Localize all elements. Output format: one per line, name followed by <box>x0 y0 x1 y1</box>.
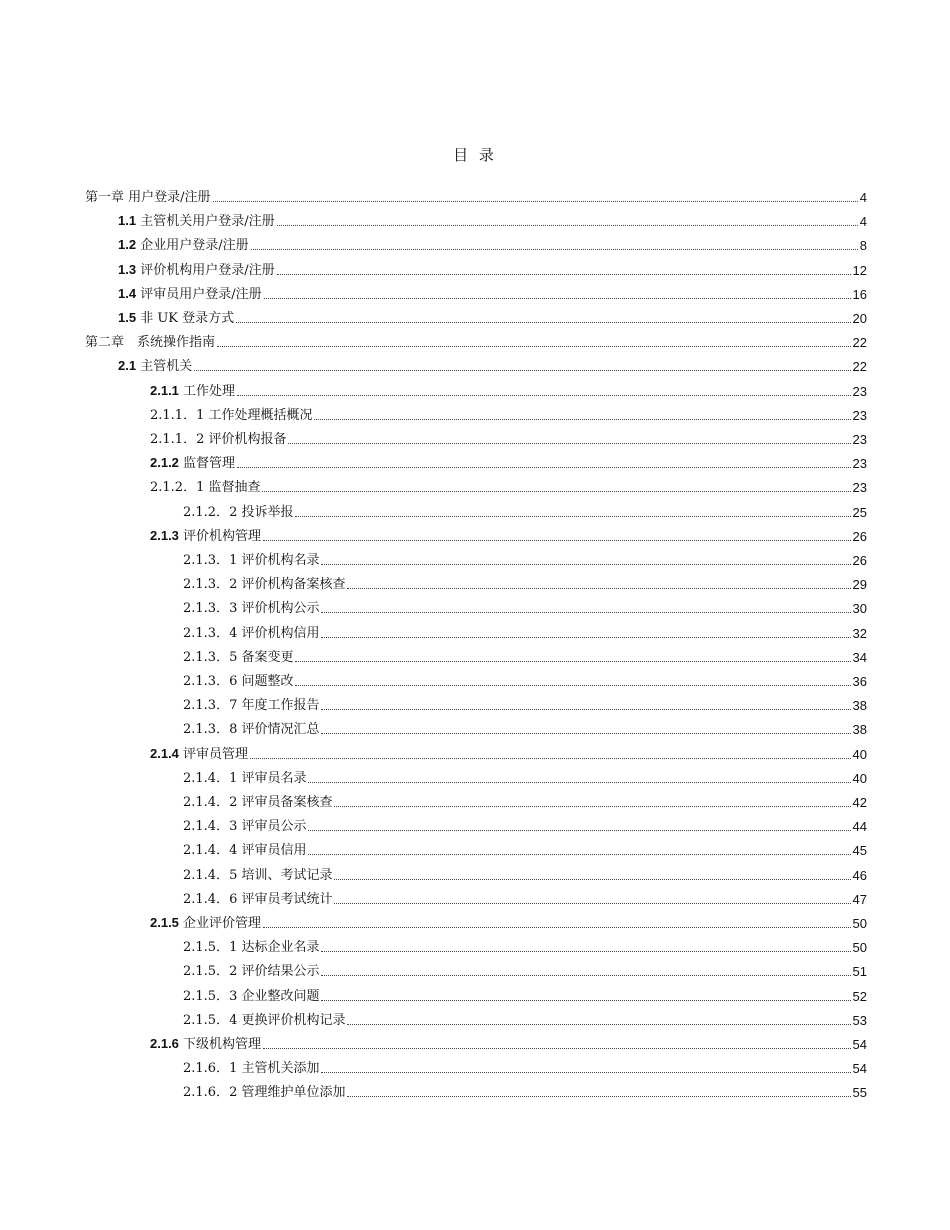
toc-entry-page: 46 <box>852 867 867 883</box>
dot-leader <box>194 370 850 371</box>
toc-entry-page: 23 <box>852 480 867 496</box>
toc-entry-page: 54 <box>852 1061 867 1077</box>
toc-entry-label <box>183 1061 319 1077</box>
toc-entry-page: 32 <box>852 625 867 641</box>
toc-entry[interactable] <box>183 646 867 666</box>
toc-entry[interactable] <box>183 791 867 811</box>
toc-entry[interactable] <box>150 912 867 932</box>
toc-entry[interactable] <box>183 501 867 521</box>
dot-leader <box>295 661 850 662</box>
toc-entry-page: 30 <box>852 601 867 617</box>
toc-entry-text: 2.1.4．6 评审员考试统计 <box>183 891 333 907</box>
toc-entry-label <box>183 989 319 1005</box>
toc-entry-page: 50 <box>852 940 867 956</box>
toc-entry[interactable] <box>183 573 867 593</box>
toc-entry-page: 26 <box>852 553 867 568</box>
toc-entry[interactable] <box>150 743 867 763</box>
toc-entry-page: 47 <box>852 891 867 907</box>
toc-entry-text: 2.1.3．4 评价机构信用 <box>183 625 320 641</box>
toc-entry[interactable] <box>118 283 867 303</box>
toc-entry-text: 2.1.4．2 评审员备案核查 <box>183 795 333 810</box>
toc-entry[interactable] <box>183 597 867 617</box>
toc-entry-label <box>150 480 260 496</box>
toc-entry-text: 2.1.5．3 企业整改问题 <box>183 988 320 1004</box>
dot-leader <box>288 443 850 444</box>
dot-leader <box>347 1024 850 1025</box>
toc-entry-page: 23 <box>852 383 867 399</box>
toc-entry-page: 45 <box>852 843 867 859</box>
dot-leader <box>213 201 858 202</box>
dot-leader <box>334 879 850 880</box>
toc-entry-label <box>118 237 249 254</box>
toc-entry-label <box>118 262 275 279</box>
toc-entry[interactable] <box>183 718 867 738</box>
toc-entry-text: 评审员用户登录/注册 <box>136 286 262 302</box>
toc-entry-page: 20 <box>852 311 867 326</box>
toc-entry-number: 1.3 <box>118 261 137 277</box>
toc-entry[interactable] <box>85 331 867 351</box>
toc-entry[interactable] <box>183 985 867 1005</box>
dot-leader <box>308 854 850 855</box>
toc-entry-number: 1.5 <box>118 310 137 325</box>
toc-entry[interactable] <box>183 1081 867 1101</box>
toc-entry-text: 2.1.6．2 管理维护单位添加 <box>183 1085 346 1101</box>
toc-entry-number: 1.4 <box>118 285 137 301</box>
toc-entry-page: 44 <box>852 819 867 835</box>
toc-entry-number: 2.1.6 <box>150 1036 179 1051</box>
toc-entry[interactable] <box>150 1033 867 1053</box>
dot-leader <box>321 951 850 952</box>
toc-entry-label <box>150 408 312 424</box>
toc-entry[interactable] <box>183 694 867 714</box>
toc-entry-page: 53 <box>852 1012 867 1028</box>
toc-entry-label <box>150 432 286 448</box>
toc-entry-label <box>183 868 332 884</box>
toc-entry-text: 2.1.6．1 主管机关添加 <box>183 1061 320 1077</box>
toc-entry-text: 2.1.2．2 投诉举报 <box>183 504 294 520</box>
toc-entry[interactable] <box>150 380 867 400</box>
toc-entry-text: 评审员管理 <box>178 746 249 762</box>
dot-leader <box>263 927 850 928</box>
toc-entry[interactable] <box>183 1057 867 1077</box>
toc-entry-page: 4 <box>859 214 867 230</box>
toc-entry[interactable] <box>183 815 867 835</box>
toc-entry-page: 22 <box>852 359 867 375</box>
dot-leader <box>295 685 850 686</box>
toc-entry[interactable] <box>183 960 867 980</box>
toc-entry-page: 22 <box>852 335 867 351</box>
toc-entry-page: 26 <box>852 528 867 544</box>
toc-entry[interactable] <box>183 622 867 642</box>
toc-entry-text: 2.1.4．4 评审员信用 <box>183 843 307 859</box>
toc-entry[interactable] <box>118 259 867 279</box>
toc-entry-label <box>150 455 235 472</box>
toc-title: 目 录 <box>453 146 497 164</box>
toc-entry[interactable] <box>150 452 867 472</box>
toc-entry-label <box>150 915 261 932</box>
toc-entry-label <box>85 190 211 206</box>
dot-leader <box>236 322 850 323</box>
toc-entry-page: 55 <box>852 1085 867 1101</box>
toc-entry-page: 38 <box>852 722 867 738</box>
toc-entry-text: 2.1.3．5 备案变更 <box>183 649 294 665</box>
toc-entry-page: 25 <box>852 504 867 520</box>
toc-entry[interactable] <box>118 210 867 230</box>
toc-entry-label <box>183 964 319 980</box>
toc-entry[interactable] <box>150 476 867 496</box>
dot-leader <box>347 588 850 589</box>
toc-entry-text: 2.1.3．1 评价机构名录 <box>183 553 320 568</box>
toc-entry-label <box>85 335 215 351</box>
toc-entry-label <box>150 528 261 545</box>
dot-leader <box>321 612 850 613</box>
toc-entry-page: 40 <box>852 746 867 762</box>
toc-entry[interactable] <box>183 936 867 956</box>
toc-entry-number: 2.1.1 <box>150 382 179 398</box>
toc-entry-number: 2.1.3 <box>150 527 179 543</box>
toc-entry[interactable] <box>150 404 867 424</box>
toc-entry-label <box>118 286 262 303</box>
toc-entry-label <box>183 892 332 908</box>
toc-entry-text: 评价机构管理 <box>178 528 262 544</box>
toc-entry[interactable] <box>85 186 867 206</box>
toc-entry-text: 监督管理 <box>178 456 236 472</box>
toc-entry-number: 2.1.4 <box>150 745 179 761</box>
toc-entry-text: 非 UK 登录方式 <box>136 311 235 326</box>
toc-entry[interactable] <box>118 307 867 327</box>
dot-leader <box>263 1048 850 1049</box>
dot-leader <box>321 564 850 565</box>
toc-entry-label <box>183 843 306 859</box>
dot-leader <box>237 467 850 468</box>
toc-entry[interactable] <box>118 234 867 254</box>
toc-entry-text: 工作处理 <box>178 383 236 399</box>
toc-entry-text: 主管机关用户登录/注册 <box>136 214 275 230</box>
toc-entry[interactable] <box>183 888 867 908</box>
toc-entry-label <box>183 577 345 593</box>
dot-leader <box>334 806 850 807</box>
toc-entry-label <box>150 746 248 763</box>
toc-entry-label <box>183 601 319 617</box>
toc-entry-text: 2.1.5．4 更换评价机构记录 <box>183 1012 346 1028</box>
toc-entry-text: 2.1.3．8 评价情况汇总 <box>183 722 320 738</box>
dot-leader <box>308 830 850 831</box>
dot-leader <box>308 782 850 783</box>
toc-entry-text: 第二章 系统操作指南 <box>85 335 216 351</box>
toc-entry-text: 2.1.4．5 培训、考试记录 <box>183 867 333 883</box>
toc-entry-page: 23 <box>852 407 867 423</box>
toc-entry-page: 40 <box>852 770 867 786</box>
dot-leader <box>321 709 850 710</box>
toc-entry-text: 2.1.4．1 评审员名录 <box>183 770 307 786</box>
toc-entry-label <box>150 1036 261 1053</box>
toc-entry-text: 2.1.3．6 问题整改 <box>183 674 294 689</box>
toc-entry-label <box>183 626 319 642</box>
toc-entry-label <box>183 940 319 956</box>
toc-entry-page: 23 <box>852 456 867 472</box>
toc-entry-page: 16 <box>852 286 867 302</box>
toc-entry-text: 2.1.5．1 达标企业名录 <box>183 940 320 956</box>
toc-entry[interactable] <box>183 767 867 787</box>
toc-entry[interactable] <box>183 670 867 690</box>
toc-entry-text: 2.1.1．2 评价机构报备 <box>150 432 287 447</box>
toc-entry-text: 企业用户登录/注册 <box>136 238 249 254</box>
toc-entry-label <box>118 213 275 230</box>
toc-entry-text: 评价机构用户登录/注册 <box>136 262 275 278</box>
toc-entry-label <box>183 505 293 521</box>
toc-entry-label <box>118 310 234 327</box>
toc-entry-label <box>183 698 319 714</box>
toc-entry-page: 36 <box>852 674 867 689</box>
toc-entry-text: 2.1.1．1 工作处理概括概况 <box>150 407 313 423</box>
dot-leader <box>250 758 850 759</box>
dot-leader <box>217 346 851 347</box>
dot-leader <box>321 637 850 638</box>
toc-entry-page: 4 <box>859 190 867 205</box>
toc-entry-number: 1.2 <box>118 237 137 253</box>
toc-entry-label <box>183 1085 345 1101</box>
dot-leader <box>263 540 850 541</box>
toc-entry-page: 52 <box>852 988 867 1004</box>
toc-entry[interactable] <box>150 525 867 545</box>
dot-leader <box>262 491 850 492</box>
toc-entry-page: 23 <box>852 432 867 447</box>
toc-entry-page: 8 <box>859 238 867 254</box>
toc-entry-label <box>183 722 319 738</box>
toc-entry[interactable] <box>118 355 867 375</box>
toc-entry[interactable] <box>150 428 867 448</box>
toc-entry-number: 2.1 <box>118 358 137 374</box>
toc-entry-number: 2.1.5 <box>150 915 179 930</box>
toc-entry-page: 34 <box>852 649 867 665</box>
dot-leader <box>347 1096 850 1097</box>
toc-entry-text: 主管机关 <box>136 359 193 375</box>
toc-entry[interactable] <box>183 864 867 884</box>
toc-entry-label <box>183 650 293 666</box>
toc-entry-label <box>118 358 192 375</box>
toc-entry-text: 2.1.5．2 评价结果公示 <box>183 964 320 980</box>
toc-entry-page: 54 <box>852 1037 867 1052</box>
toc-entry-label <box>183 771 306 787</box>
toc-entry-text: 企业评价管理 <box>178 916 262 931</box>
toc-entry-page: 29 <box>852 577 867 593</box>
toc-entry[interactable] <box>183 1009 867 1029</box>
toc-entry-page: 42 <box>852 795 867 810</box>
dot-leader <box>321 1000 850 1001</box>
dot-leader <box>321 733 850 734</box>
toc-entry-text: 2.1.3．2 评价机构备案核查 <box>183 577 346 593</box>
toc-entry-label <box>150 383 235 400</box>
toc-entry-number: 1.1 <box>118 213 137 229</box>
dot-leader <box>321 1072 850 1073</box>
toc-entry-page: 50 <box>852 916 867 931</box>
dot-leader <box>277 274 851 275</box>
toc-entry-page: 38 <box>852 698 867 714</box>
toc-entry-text: 2.1.3．7 年度工作报告 <box>183 698 320 714</box>
dot-leader <box>264 298 851 299</box>
toc-entry-number: 2.1.2 <box>150 455 179 471</box>
toc-entry-page: 12 <box>852 262 867 278</box>
toc-entry-text: 2.1.2．1 监督抽查 <box>150 480 261 496</box>
toc-entry-label <box>183 1013 345 1029</box>
toc-entry-text: 2.1.3．3 评价机构公示 <box>183 601 320 617</box>
dot-leader <box>314 419 850 420</box>
dot-leader <box>251 249 858 250</box>
toc-entry-text: 第一章 用户登录/注册 <box>85 190 211 205</box>
dot-leader <box>237 395 850 396</box>
toc-entry-page: 51 <box>852 964 867 980</box>
toc-entry[interactable] <box>183 839 867 859</box>
toc-entry[interactable] <box>183 549 867 569</box>
toc-entry-label <box>183 553 319 569</box>
dot-leader <box>277 225 858 226</box>
dot-leader <box>295 516 850 517</box>
toc-entry-text: 2.1.4．3 评审员公示 <box>183 819 307 835</box>
dot-leader <box>334 903 850 904</box>
toc-entry-label <box>183 819 306 835</box>
toc-entry-label <box>183 674 293 690</box>
toc-entry-label <box>183 795 332 811</box>
toc-entry-text: 下级机构管理 <box>178 1037 262 1052</box>
dot-leader <box>321 975 850 976</box>
